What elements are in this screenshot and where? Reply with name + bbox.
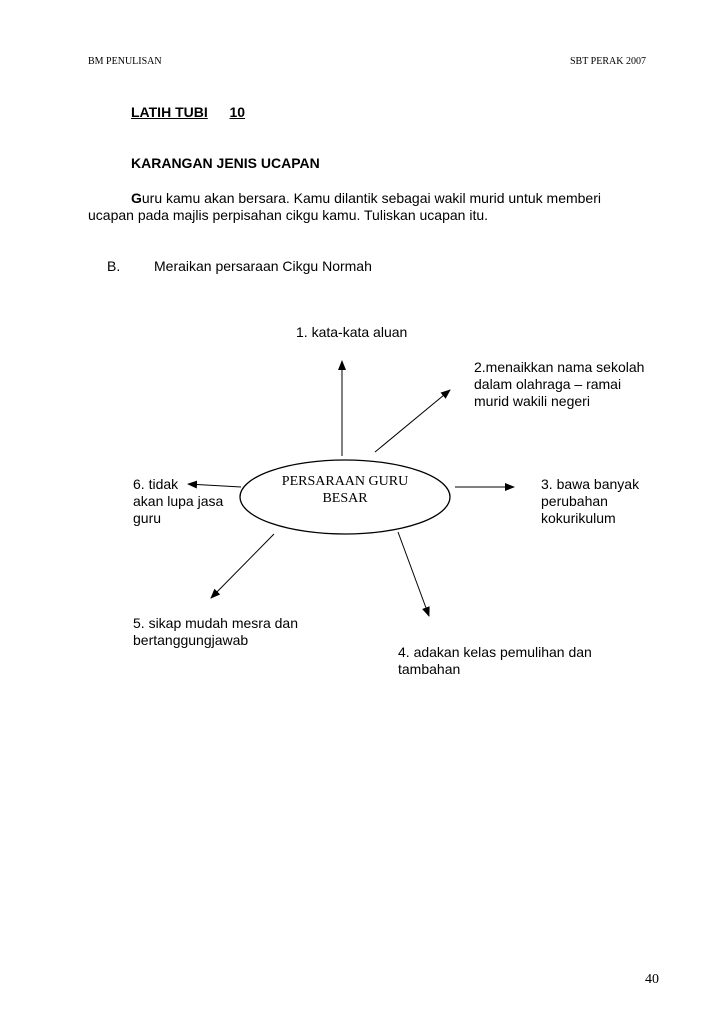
header-left: BM PENULISAN [88,56,162,67]
node-1: 1. kata-kata aluan [296,324,408,340]
header-right: SBT PERAK 2007 [570,56,646,67]
instruction-line-1-text: uru kamu akan bersara. Kamu dilantik sebagai wakil murid untuk memberi [141,190,601,206]
node-6: 6. tidak akan lupa jasa guru [133,476,224,526]
section-label: B. [107,258,121,274]
instruction-line-2: ucapan pada majlis perpisahan cikgu kamu. Tuliskan ucapan itu. [88,207,489,223]
arrow-to-node-2 [375,390,450,452]
exercise-title-number: 10 [229,104,246,120]
node-5: 5. sikap mudah mesra dan bertanggungjawab [133,615,298,648]
node-4: 4. adakan kelas pemulihan dan tambahan [398,644,592,677]
page-number: 40 [645,972,659,987]
exercise-title-prefix: LATIH TUBI [131,104,208,120]
center-topic: PERSARAAN GURU BESAR [281,474,409,506]
section-title: Meraikan persaraan Cikgu Normah [154,258,372,274]
node-2: 2.menaikkan nama sekolah dalam olahraga – ramai murid wakili negeri [474,359,645,409]
arrow-to-node-5 [211,534,274,598]
arrow-to-node-4 [398,532,429,616]
instruction-first-letter: G [131,190,142,206]
node-3: 3. bawa banyak perubahan kokurikulum [541,476,640,526]
essay-type-heading: KARANGAN JENIS UCAPAN [131,155,320,171]
